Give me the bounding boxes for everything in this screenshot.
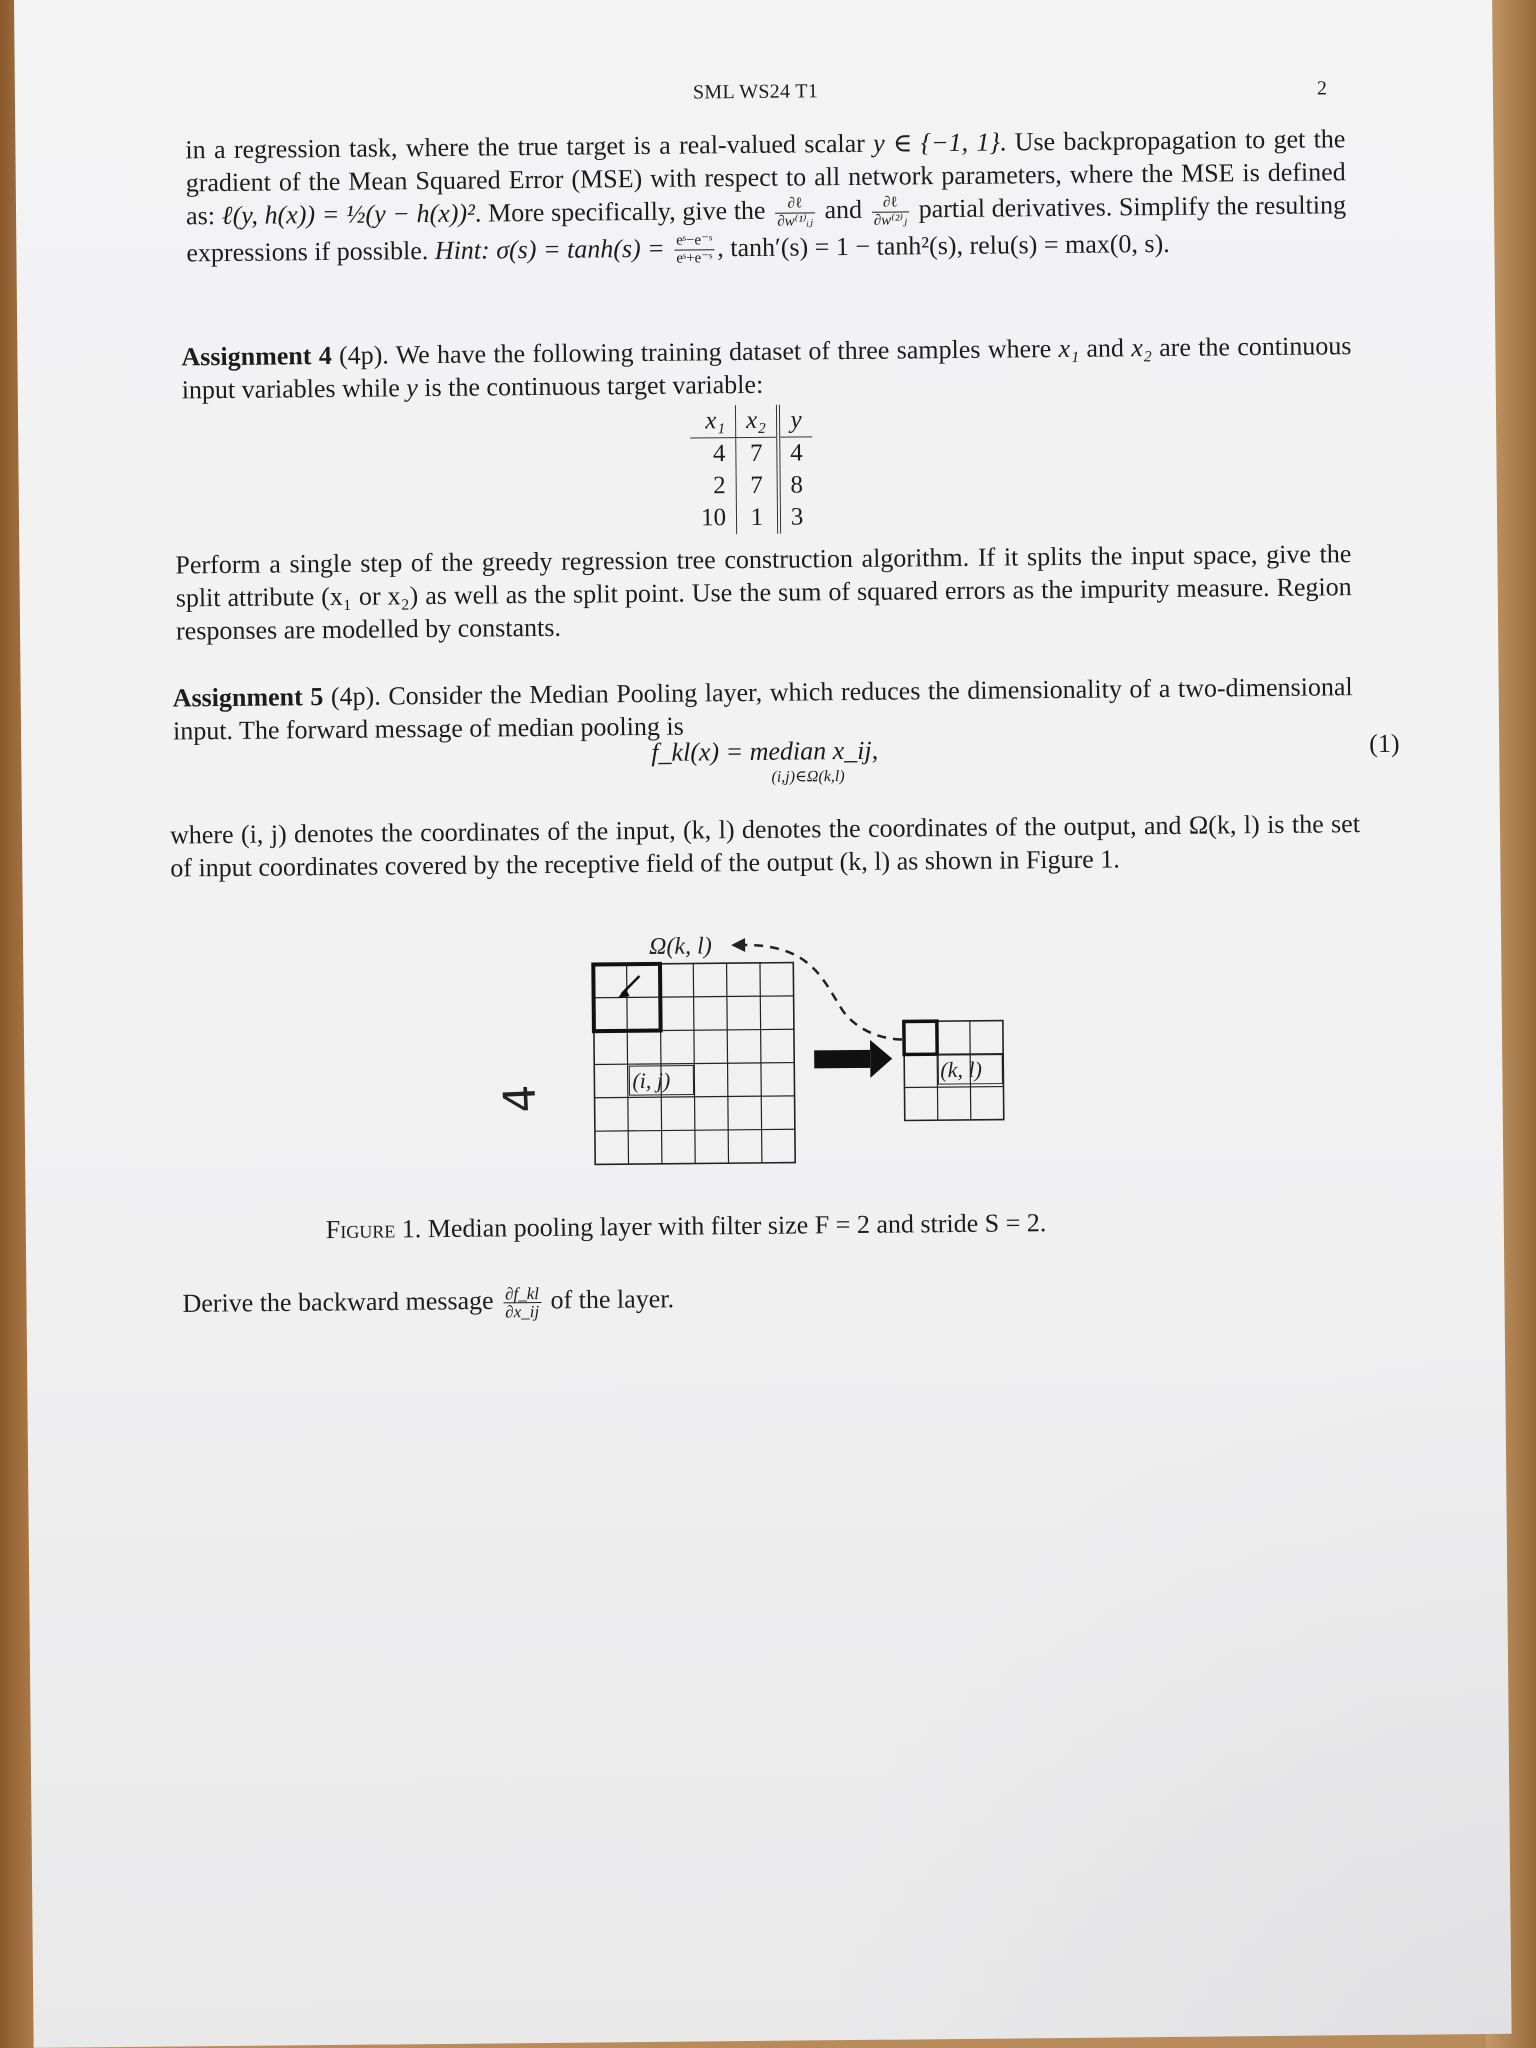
backward-text-b: of the layer.: [543, 1284, 675, 1315]
derivative-w2: [872, 194, 910, 229]
table-header-y: y: [778, 404, 813, 437]
grid-line: [904, 1087, 1003, 1088]
median-equation-main: f_kl(x) = median x_ij,: [651, 735, 879, 767]
y-symbol: y: [406, 373, 418, 403]
paper-shadow: [805, 1334, 1512, 2041]
table-cell: 3: [790, 503, 804, 531]
median-equation-sub: (i,j)∈Ω(k,l): [771, 768, 845, 786]
training-data-table: [690, 404, 814, 534]
dashed-connector: [738, 943, 904, 1041]
assignment4-intro: [181, 329, 1352, 406]
dashed-arrowhead: [731, 938, 745, 952]
table-cell: 8: [790, 471, 804, 499]
pooling-arrow-head: [870, 1040, 892, 1078]
omega-label: Ω(k, l): [648, 933, 712, 960]
equation-number: (1): [1369, 728, 1400, 759]
figure-canvas: [513, 920, 1055, 1185]
assignment4-text-c: is the continuous target variable:: [417, 369, 764, 403]
and-text: and: [817, 194, 869, 225]
intro-paragraph: [185, 122, 1346, 272]
assignment4-text-b: are the continuous input variables while: [181, 331, 1352, 405]
input-grid: [593, 963, 795, 1165]
assignment5-points: (4p).: [323, 681, 381, 712]
derivative-w1: [775, 195, 815, 230]
table-row: [691, 469, 814, 502]
target-set-math: y ∈ {−1, 1}: [873, 127, 1000, 158]
ij-label: (i, j): [632, 1067, 671, 1094]
page-number: 2: [1316, 77, 1328, 100]
table-row: [690, 437, 813, 471]
assignment4-label: Assignment 4: [181, 340, 332, 372]
derivative-w2-den: ∂w⁽²⁾ⱼ: [873, 211, 908, 229]
intro-text-1: in a regression task, where the true target is a real-valued scalar: [185, 128, 874, 165]
intro-text-2: . Use backpropagation to get the gradient of the Mean Squared Error (MSE) with respect to all network parameters, where the MSE is defined as:: [185, 124, 1346, 231]
derivative-w1-num: ∂ℓ: [775, 195, 815, 213]
assignment5-label: Assignment 5: [172, 682, 324, 713]
table-row: [691, 501, 814, 534]
figure-caption: [326, 1208, 1047, 1245]
tanh-num: eˢ−e⁻ˢ: [674, 232, 714, 250]
table-cell: 4: [790, 439, 803, 467]
kl-label: (k, l): [940, 1056, 982, 1083]
x1-symbol: x₁: [1058, 333, 1080, 363]
hint-rest: , tanh′(s) = 1 − tanh²(s), relu(s) = max(0, s).: [717, 228, 1170, 262]
loss-formula: ℓ(y, h(x)) = ½(y − h(x))²: [221, 198, 476, 231]
assignment5-where: where (i, j) denotes the coordinates of the input, (k, l) denotes the coordinates of the output, and Ω(k, l) is the set of input coordinates covered by the receptive field of the output (k, l) as shown in Figure 1.: [169, 809, 1361, 883]
output-cell-highlight: [904, 1021, 937, 1054]
table-header-row: [690, 404, 813, 438]
table-cell: 7: [736, 437, 779, 470]
paper-sheet: [14, 0, 1512, 2048]
backward-text-a: Derive the backward message: [182, 1285, 501, 1318]
intro-text-3: . More specifically, give the: [474, 195, 773, 228]
backward-fraction: [503, 1285, 541, 1320]
assignment5-text: Consider the Median Pooling layer, which reduces the dimensionality of a two-dimensional input. The forward message of median pooling is: [172, 672, 1353, 746]
caption-text: Median pooling layer with filter size F = 2 and stride S = 2.: [421, 1208, 1047, 1244]
table-cell: 10: [691, 502, 737, 534]
hint-sigma: σ(s) = tanh(s) =: [489, 233, 672, 264]
handwritten-mark: 4: [494, 1083, 547, 1114]
table-header-x1: x₁: [690, 405, 736, 438]
assignment4-points: (4p).: [331, 340, 390, 370]
median-pooling-figure: [513, 920, 1056, 1190]
median-equation: [651, 735, 879, 786]
table-cell: 4: [690, 438, 736, 471]
tanh-fraction: [674, 232, 714, 267]
x2-symbol: x₂: [1131, 333, 1153, 363]
page-header: SML WS24 T1: [692, 80, 819, 104]
assignment4-text-a: We have the following training dataset of three samples where: [388, 333, 1059, 370]
intro-text-4: partial derivatives. Simplify the resulting expressions if possible.: [186, 190, 1347, 267]
backward-num: ∂f_kl: [504, 1284, 540, 1304]
backward-den: ∂x_ij: [505, 1302, 540, 1322]
derivative-w1-den: ∂w⁽¹⁾ᵢⱼ: [777, 212, 813, 230]
assignment4-and: and: [1079, 333, 1132, 363]
table-cell: 2: [691, 470, 737, 502]
assignment4-task: Perform a single step of the greedy regression tree construction algorithm. If it splits the input space, give the split attribute (x₁ or x₂) as well as the split point. Use the sum of squared errors as the impurity measure. Region responses are modelled by constants.: [175, 539, 1352, 646]
table-cell: 7: [736, 470, 779, 502]
caption-prefix: Figure 1.: [325, 1214, 422, 1245]
hint-label: Hint:: [434, 234, 490, 265]
backward-task: [182, 1284, 674, 1324]
table-cell: 1: [736, 502, 779, 534]
table-header-x2: x₂: [735, 405, 778, 438]
tanh-den: eˢ+e⁻ˢ: [676, 250, 713, 267]
derivative-w2-num: ∂ℓ: [872, 194, 909, 212]
pooling-arrow-shaft: [814, 1050, 870, 1069]
